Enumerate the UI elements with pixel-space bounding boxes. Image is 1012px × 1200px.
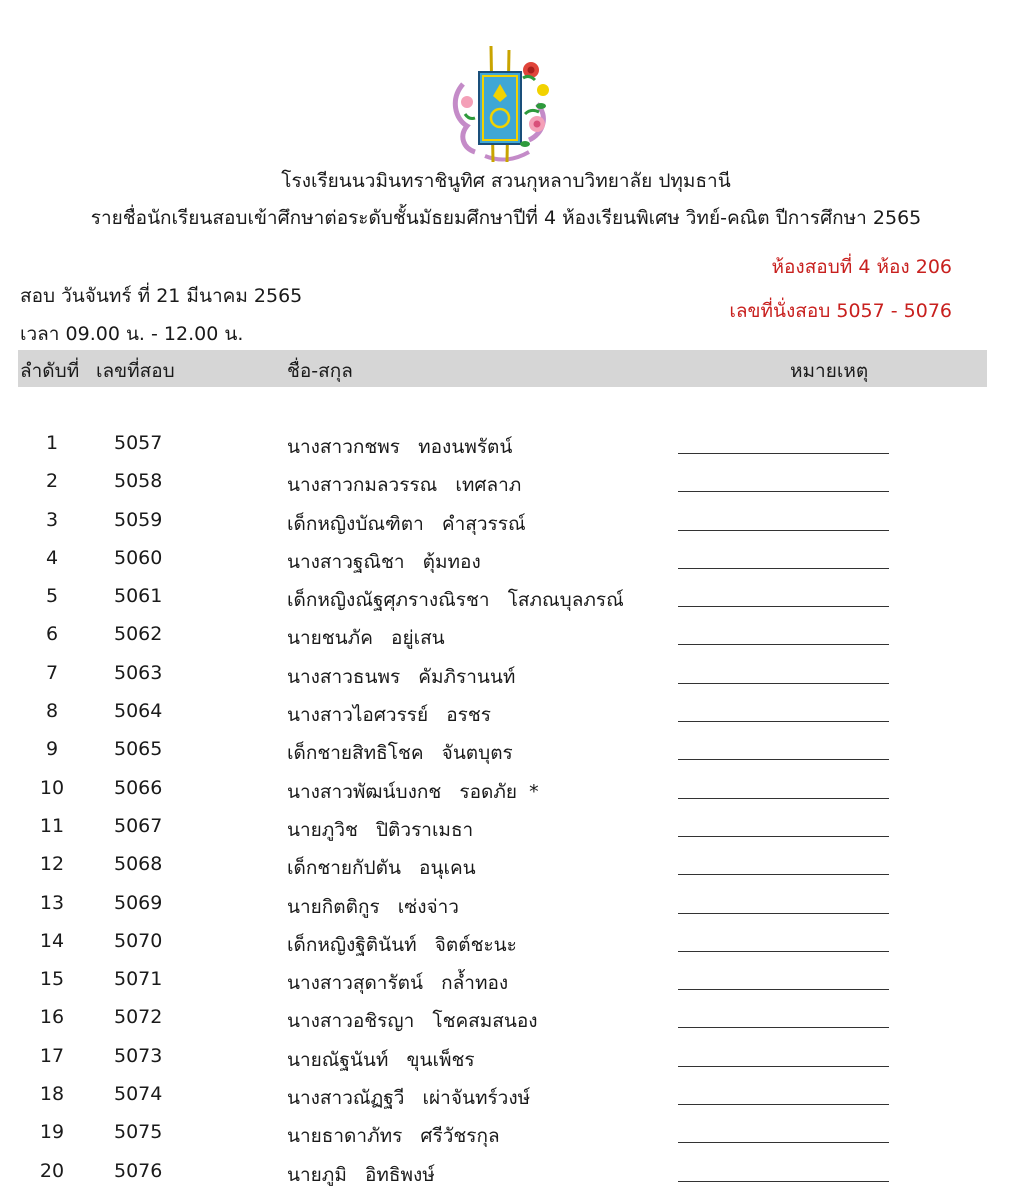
row-number: 14 xyxy=(39,929,65,952)
note-blank-line xyxy=(678,1181,889,1182)
exam-number: 5057 xyxy=(114,432,163,454)
note-blank-line xyxy=(678,644,889,645)
exam-number: 5066 xyxy=(114,776,163,799)
seat-range-label: เลขที่นั่งสอบ 5057 - 5076 xyxy=(729,300,952,322)
student-name: นายกิตติกูร เซ่งจ่าว xyxy=(287,895,459,918)
exam-number: 5065 xyxy=(114,738,163,761)
exam-number: 5074 xyxy=(114,1083,163,1106)
exam-number: 5073 xyxy=(114,1044,163,1067)
student-name: เด็กชายกัปตัน อนุเคน xyxy=(287,857,476,880)
note-blank-line xyxy=(678,606,889,607)
note-blank-line xyxy=(678,491,889,492)
student-name: นางสาวณัฏฐวี เผ่าจันทร์วงษ์ xyxy=(287,1087,531,1110)
note-blank-line xyxy=(678,989,889,990)
row-number: 10 xyxy=(39,776,65,799)
table-row xyxy=(0,617,1012,655)
note-blank-line xyxy=(678,530,889,531)
student-name: นางสาวไอศวรรย์ อรชร xyxy=(287,704,491,727)
table-row xyxy=(0,464,1012,502)
exam-number: 5076 xyxy=(114,1159,163,1182)
table-row xyxy=(0,924,1012,962)
student-name: นางสาวอชิรญา โชคสมสนอง xyxy=(287,1010,538,1033)
row-number: 3 xyxy=(45,508,59,531)
exam-number: 5062 xyxy=(114,623,163,646)
row-number: 8 xyxy=(45,700,59,723)
student-name: นางสาวกชพร ทองนพรัตน์ xyxy=(287,436,513,458)
table-row xyxy=(0,541,1012,579)
exam-number: 5068 xyxy=(114,853,163,876)
row-number: 13 xyxy=(39,891,65,914)
document-subtitle: รายชื่อนักเรียนสอบเข้าศึกษาต่อระดับชั้นมัธยมศึกษาปีที่ 4 ห้องเรียนพิเศษ วิทย์-คณิต ปีการศึกษา 2565 xyxy=(90,207,922,229)
exam-number: 5069 xyxy=(114,891,163,914)
table-row xyxy=(0,732,1012,770)
note-blank-line xyxy=(678,951,889,952)
student-list xyxy=(0,426,1012,1192)
exam-number: 5058 xyxy=(114,470,163,493)
row-number: 2 xyxy=(45,470,59,493)
note-blank-line xyxy=(678,874,889,875)
student-name: นางสาวธนพร คัมภิรานนท์ xyxy=(287,665,516,688)
exam-number: 5061 xyxy=(114,585,163,608)
student-name: นายภูวิช ปิติวราเมธา xyxy=(287,818,474,841)
school-emblem-logo xyxy=(445,44,557,166)
note-blank-line xyxy=(678,836,889,837)
note-blank-line xyxy=(678,1104,889,1105)
exam-time: เวลา 09.00 น. - 12.00 น. xyxy=(20,323,244,345)
row-number: 11 xyxy=(39,814,65,837)
student-name: เด็กหญิงณัฐศุภรางณิรชา โสภณบุลภรณ์ xyxy=(287,589,624,612)
student-name: นายณัฐนันท์ ขุนเพ็ชร xyxy=(287,1048,475,1071)
exam-number: 5071 xyxy=(114,968,163,991)
exam-number: 5075 xyxy=(114,1121,163,1144)
column-header-name: ชื่อ-สกุล xyxy=(287,360,353,382)
note-blank-line xyxy=(678,453,889,454)
table-row xyxy=(0,1039,1012,1077)
student-name: นางสาวพัฒน์บงกช รอดภัย * xyxy=(287,780,539,803)
table-row xyxy=(0,1077,1012,1115)
exam-number: 5067 xyxy=(114,814,163,837)
column-header-id: เลขที่สอบ xyxy=(96,360,175,382)
row-number: 5 xyxy=(45,585,59,608)
student-name: นายธาดาภัทร ศรีวัชรกุล xyxy=(287,1125,500,1148)
row-number: 12 xyxy=(39,853,65,876)
note-blank-line xyxy=(678,721,889,722)
table-row xyxy=(0,579,1012,617)
student-name: เด็กหญิงบัณฑิตา คำสุวรรณ์ xyxy=(287,512,526,535)
student-name: นางสาวฐณิชา ตุ้มทอง xyxy=(287,550,481,573)
note-blank-line xyxy=(678,759,889,760)
column-header-note: หมายเหตุ xyxy=(790,360,869,382)
row-number: 1 xyxy=(45,432,59,454)
row-number: 9 xyxy=(45,738,59,761)
row-number: 7 xyxy=(45,661,59,684)
note-blank-line xyxy=(678,798,889,799)
school-name: โรงเรียนนวมินทราชินูทิศ สวนกุหลาบวิทยาลัย ปทุมธานี xyxy=(281,170,731,192)
exam-number: 5060 xyxy=(114,546,163,569)
student-name: นางสาวสุดารัตน์ กล้ำทอง xyxy=(287,972,509,995)
row-number: 16 xyxy=(39,1006,65,1029)
table-row xyxy=(0,426,1012,464)
table-row xyxy=(0,809,1012,847)
student-name: นางสาวกมลวรรณ เทศลาภ xyxy=(287,474,522,497)
student-name: เด็กหญิงฐิตินันท์ จิตต์ชะนะ xyxy=(287,933,517,956)
exam-number: 5070 xyxy=(114,929,163,952)
row-number: 17 xyxy=(39,1044,65,1067)
note-blank-line xyxy=(678,683,889,684)
table-row xyxy=(0,886,1012,924)
note-blank-line xyxy=(678,913,889,914)
exam-number: 5064 xyxy=(114,700,163,723)
note-blank-line xyxy=(678,1066,889,1067)
table-row xyxy=(0,656,1012,694)
exam-number: 5072 xyxy=(114,1006,163,1029)
exam-number: 5059 xyxy=(114,508,163,531)
exam-date: สอบ วันจันทร์ ที่ 21 มีนาคม 2565 xyxy=(20,285,303,307)
exam-number: 5063 xyxy=(114,661,163,684)
row-number: 20 xyxy=(39,1159,65,1182)
student-name: นายภูมิ อิทธิพงษ์ xyxy=(287,1163,435,1186)
row-number: 4 xyxy=(45,546,59,569)
row-number: 18 xyxy=(39,1083,65,1106)
table-row xyxy=(0,847,1012,885)
student-name: เด็กชายสิทธิโชค จันตบุตร xyxy=(287,742,513,765)
row-number: 19 xyxy=(39,1121,65,1144)
table-row xyxy=(0,1000,1012,1038)
row-number: 6 xyxy=(45,623,59,646)
table-row xyxy=(0,694,1012,732)
student-name: นายชนภัค อยู่เสน xyxy=(287,627,445,650)
row-number: 15 xyxy=(39,968,65,991)
note-blank-line xyxy=(678,568,889,569)
table-row xyxy=(0,1115,1012,1153)
exam-room-label: ห้องสอบที่ 4 ห้อง 206 xyxy=(771,256,952,278)
table-row xyxy=(0,962,1012,1000)
note-blank-line xyxy=(678,1027,889,1028)
table-row xyxy=(0,1154,1012,1192)
table-row xyxy=(0,771,1012,809)
column-header-no: ลำดับที่ xyxy=(20,360,80,382)
table-row xyxy=(0,503,1012,541)
note-blank-line xyxy=(678,1142,889,1143)
